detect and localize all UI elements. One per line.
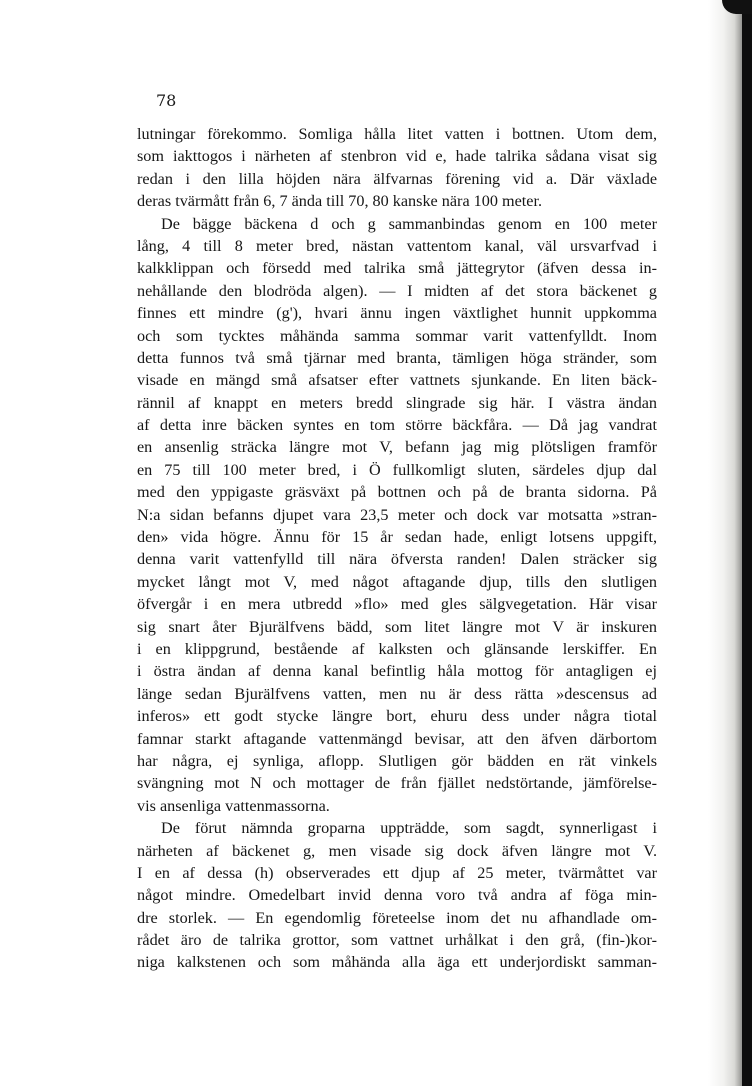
text-line: rännil af knappt en meters bredd slingrade sig här. I västra ändan xyxy=(137,393,657,412)
text-line: öfvergår i en mera utbredd »flo» med gles sälgvegetation. Här visar xyxy=(137,595,657,614)
text-line: af detta inre bäcken syntes en tom större bäckfåra. — Då jag vandrat xyxy=(137,416,657,435)
text-line: dre storlek. — En egendomlig företeelse inom det nu afhandlade om- xyxy=(137,908,657,927)
text-line: N:a sidan befanns djupet vara 23,5 meter och dock var motsatta »stran- xyxy=(137,505,657,524)
text-line: har några, ej synliga, aflopp. Slutligen gör bädden en rät vinkels xyxy=(137,751,657,770)
text-line: kalkklippan och försedd med talrika små jättegrytor (äfven dessa in- xyxy=(137,259,657,278)
text-line: famnar starkt aftagande vattenmängd bevisar, att den äfven därbortom xyxy=(137,729,657,748)
text-line: en 75 till 100 meter bred, i Ö fullkomligt sluten, särdeles djup dal xyxy=(137,460,657,479)
text-line: sig snart åter Bjurälfvens bädd, som litet längre mot V är inskuren xyxy=(137,617,657,636)
text-line: I en af dessa (h) observerades ett djup af 25 meter, tvärmåttet var xyxy=(137,863,657,882)
text-line: mycket långt mot V, med något aftagande djup, tills den slutligen xyxy=(137,572,657,591)
text-line: niga kalkstenen och som måhända alla äga ett underjordiskt samman- xyxy=(137,953,657,972)
text-line: som iakttogos i närheten af stenbron vid e, hade talrika sådana visat sig xyxy=(137,147,657,166)
text-line: och som tycktes måhända samma sommar varit vattenfylldt. Inom xyxy=(137,326,657,345)
text-line: närheten af bäckenet g, men visade sig dock äfven längre mot V. xyxy=(137,841,657,860)
text-line: den» vida högre. Ännu för 15 år sedan hade, enligt lotsens uppgift, xyxy=(137,528,657,547)
text-line: redan i den lilla höjden nära älfvarnas förening vid a. Där växlade xyxy=(137,169,657,188)
text-line: rådet äro de talrika grottor, som vattnet urhålkat i den grå, (fin-)kor- xyxy=(137,931,657,950)
text-line: vis ansenliga vattenmassorna. xyxy=(137,796,330,815)
text-line: lutningar förekommo. Somliga hålla litet vatten i bottnen. Utom dem, xyxy=(137,125,657,143)
text-line: visade en mängd små afsatser efter vattnets sjunkande. En liten bäck- xyxy=(137,371,657,390)
text-line: en ansenlig sträcka längre mot V, befann jag mig plötsligen framför xyxy=(137,438,657,457)
text-line: länge sedan Bjurälfvens vatten, men nu är dess rätta »descensus ad xyxy=(137,684,657,703)
text-line: deras tvärmått från 6, 7 ända till 70, 80 kanske nära 100 meter. xyxy=(137,192,543,211)
text-line: De bägge bäckena d och g sammanbindas genom en 100 meter xyxy=(161,214,657,233)
text-line: i östra ändan af denna kanal befintlig håla mottog för antagligen ej xyxy=(137,662,657,681)
text-line: detta funnos två små tjärnar med branta, tämligen höga stränder, som xyxy=(137,348,657,367)
text-line: De förut nämnda groparna uppträdde, som sagdt, synnerligast i xyxy=(161,819,657,838)
text-line: inferos» ett godt stycke längre bort, ehuru dess under några tiotal xyxy=(137,707,657,726)
body-text xyxy=(137,123,657,974)
text-line: nehållande den blodröda algen). — I midten af det stora bäckenet g xyxy=(137,281,657,300)
text-line: i en klippgrund, bestående af kalksten och glänsande lerskiffer. En xyxy=(137,639,657,658)
text-line: lång, 4 till 8 meter bred, nästan vattentom kanal, väl ursvarfvad i xyxy=(137,236,657,255)
page-number: 78 xyxy=(156,91,177,110)
text-line: med den yppigaste gräsväxt på bottnen och på de branta sidorna. På xyxy=(137,483,657,502)
page-edge-dark xyxy=(742,0,752,1086)
text-line: svängning mot N och mottager de från fjället nedstörtande, jämförelse- xyxy=(137,774,657,793)
text-line: denna varit vattenfylld till nära öfversta randen! Dalen sträcker sig xyxy=(137,550,657,569)
text-line: något mindre. Omedelbart invid denna voro två andra af föga min- xyxy=(137,886,657,905)
text-line: finnes ett mindre (g'), hvari ännu ingen växtlighet hunnit uppkomma xyxy=(137,304,657,323)
